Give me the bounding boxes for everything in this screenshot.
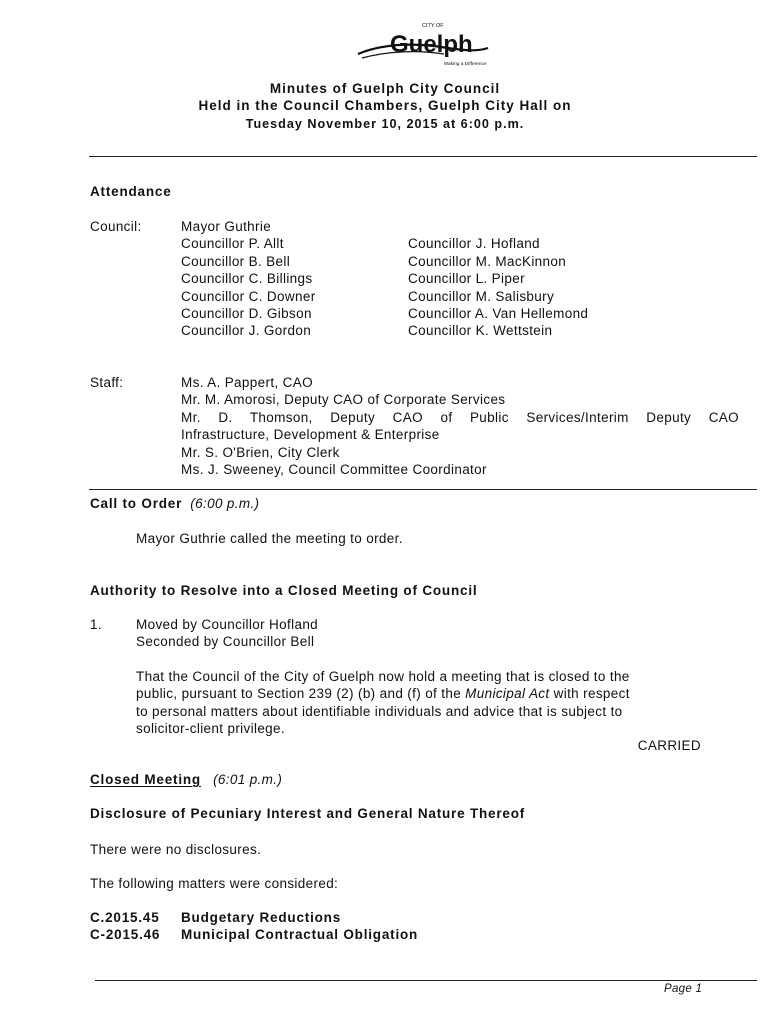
resolution-line: That the Council of the City of Guelph now hold a meeting that is closed to the (136, 669, 630, 684)
resolution-line: solicitor-client privilege. (136, 721, 285, 737)
council-list-right (408, 235, 588, 339)
council-member: Councillor A. Van Hellemond (408, 306, 589, 322)
motion-number: 1. (90, 617, 102, 632)
staff-member-continued: Infrastructure, Development & Enterprise (181, 427, 440, 443)
council-member: Councillor L. Piper (408, 271, 525, 287)
staff-member: Mr. S. O'Brien, City Clerk (181, 444, 340, 460)
disclosure-text: There were no disclosures. (90, 842, 262, 857)
matter-item-row (90, 909, 341, 926)
matters-intro: The following matters were considered: (90, 876, 339, 891)
council-label: Council: (90, 219, 142, 234)
moved-by: Moved by Councillor Hofland (136, 617, 319, 632)
staff-member: Ms. A. Pappert, CAO (181, 375, 313, 390)
council-member: Councillor J. Hofland (408, 236, 540, 252)
council-member: Councillor K. Wettstein (408, 323, 553, 339)
minutes-title: Minutes of Guelph City Council (269, 81, 501, 96)
matter-code: C.2015.45 (90, 910, 160, 925)
logo-city-of-text: CITY OF (422, 23, 444, 29)
resolution-line (136, 685, 630, 702)
staff-member: Ms. J. Sweeney, Council Committee Coordinator (181, 462, 487, 478)
logo-tagline-text: Making a Difference (444, 62, 487, 67)
minutes-subtitle: Held in the Council Chambers, Guelph City Hall on (198, 98, 572, 113)
attendance-divider (89, 489, 757, 490)
city-of-guelph-logo (352, 18, 492, 74)
council-member: Councillor M. Salisbury (408, 288, 555, 304)
council-member: Councillor C. Billings (181, 271, 313, 287)
closed-meeting-heading: Closed Meeting (90, 772, 201, 787)
call-to-order-text: Mayor Guthrie called the meeting to order. (136, 531, 403, 546)
matter-item-row (90, 926, 418, 943)
matter-code: C-2015.46 (90, 927, 161, 943)
disclosure-heading: Disclosure of Pecuniary Interest and General Nature Thereof (90, 806, 526, 821)
staff-member: Mr. D. Thomson, Deputy CAO of Public Services/Interim Deputy CAO (181, 409, 739, 425)
council-member: Councillor J. Gordon (181, 323, 312, 339)
staff-label: Staff: (90, 375, 124, 390)
call-to-order-heading: Call to Order (90, 496, 183, 511)
meeting-date: Tuesday November 10, 2015 at 6:00 p.m. (245, 117, 525, 131)
seconded-by: Seconded by Councillor Bell (136, 634, 315, 650)
resolution-text (136, 668, 630, 738)
council-member: Councillor M. MacKinnon (408, 253, 567, 269)
staff-list (181, 374, 739, 478)
closed-meeting-time: (6:01 p.m.) (213, 772, 283, 787)
carried-label: CARRIED (637, 738, 701, 753)
council-list-left (181, 218, 316, 340)
council-member: Councillor C. Downer (181, 288, 316, 304)
resolution-line-text: with respect (549, 686, 630, 702)
logo-name-text: Guelph (390, 31, 473, 58)
council-member: Mayor Guthrie (181, 219, 272, 234)
council-member: Councillor D. Gibson (181, 306, 312, 322)
footer-divider (95, 980, 757, 981)
call-to-order-heading-row (90, 495, 259, 512)
resolution-line: to personal matters about identifiable individuals and advice that is subject to (136, 703, 623, 719)
municipal-act-reference: Municipal Act (465, 686, 550, 702)
council-member: Councillor P. Allt (181, 236, 284, 252)
council-member: Councillor B. Bell (181, 253, 291, 269)
staff-member: Mr. M. Amorosi, Deputy CAO of Corporate Services (181, 392, 506, 408)
authority-heading: Authority to Resolve into a Closed Meeting of Council (90, 583, 478, 598)
attendance-heading: Attendance (90, 184, 172, 199)
closed-meeting-heading-row (90, 771, 282, 788)
matter-title: Municipal Contractual Obligation (181, 927, 419, 943)
call-to-order-time: (6:00 p.m.) (190, 496, 260, 511)
resolution-line-text: public, pursuant to Section 239 (2) (b) and (f) of the (136, 686, 466, 702)
header-divider (89, 156, 757, 157)
matter-title: Budgetary Reductions (181, 910, 342, 925)
page-number: Page 1 (664, 983, 703, 995)
